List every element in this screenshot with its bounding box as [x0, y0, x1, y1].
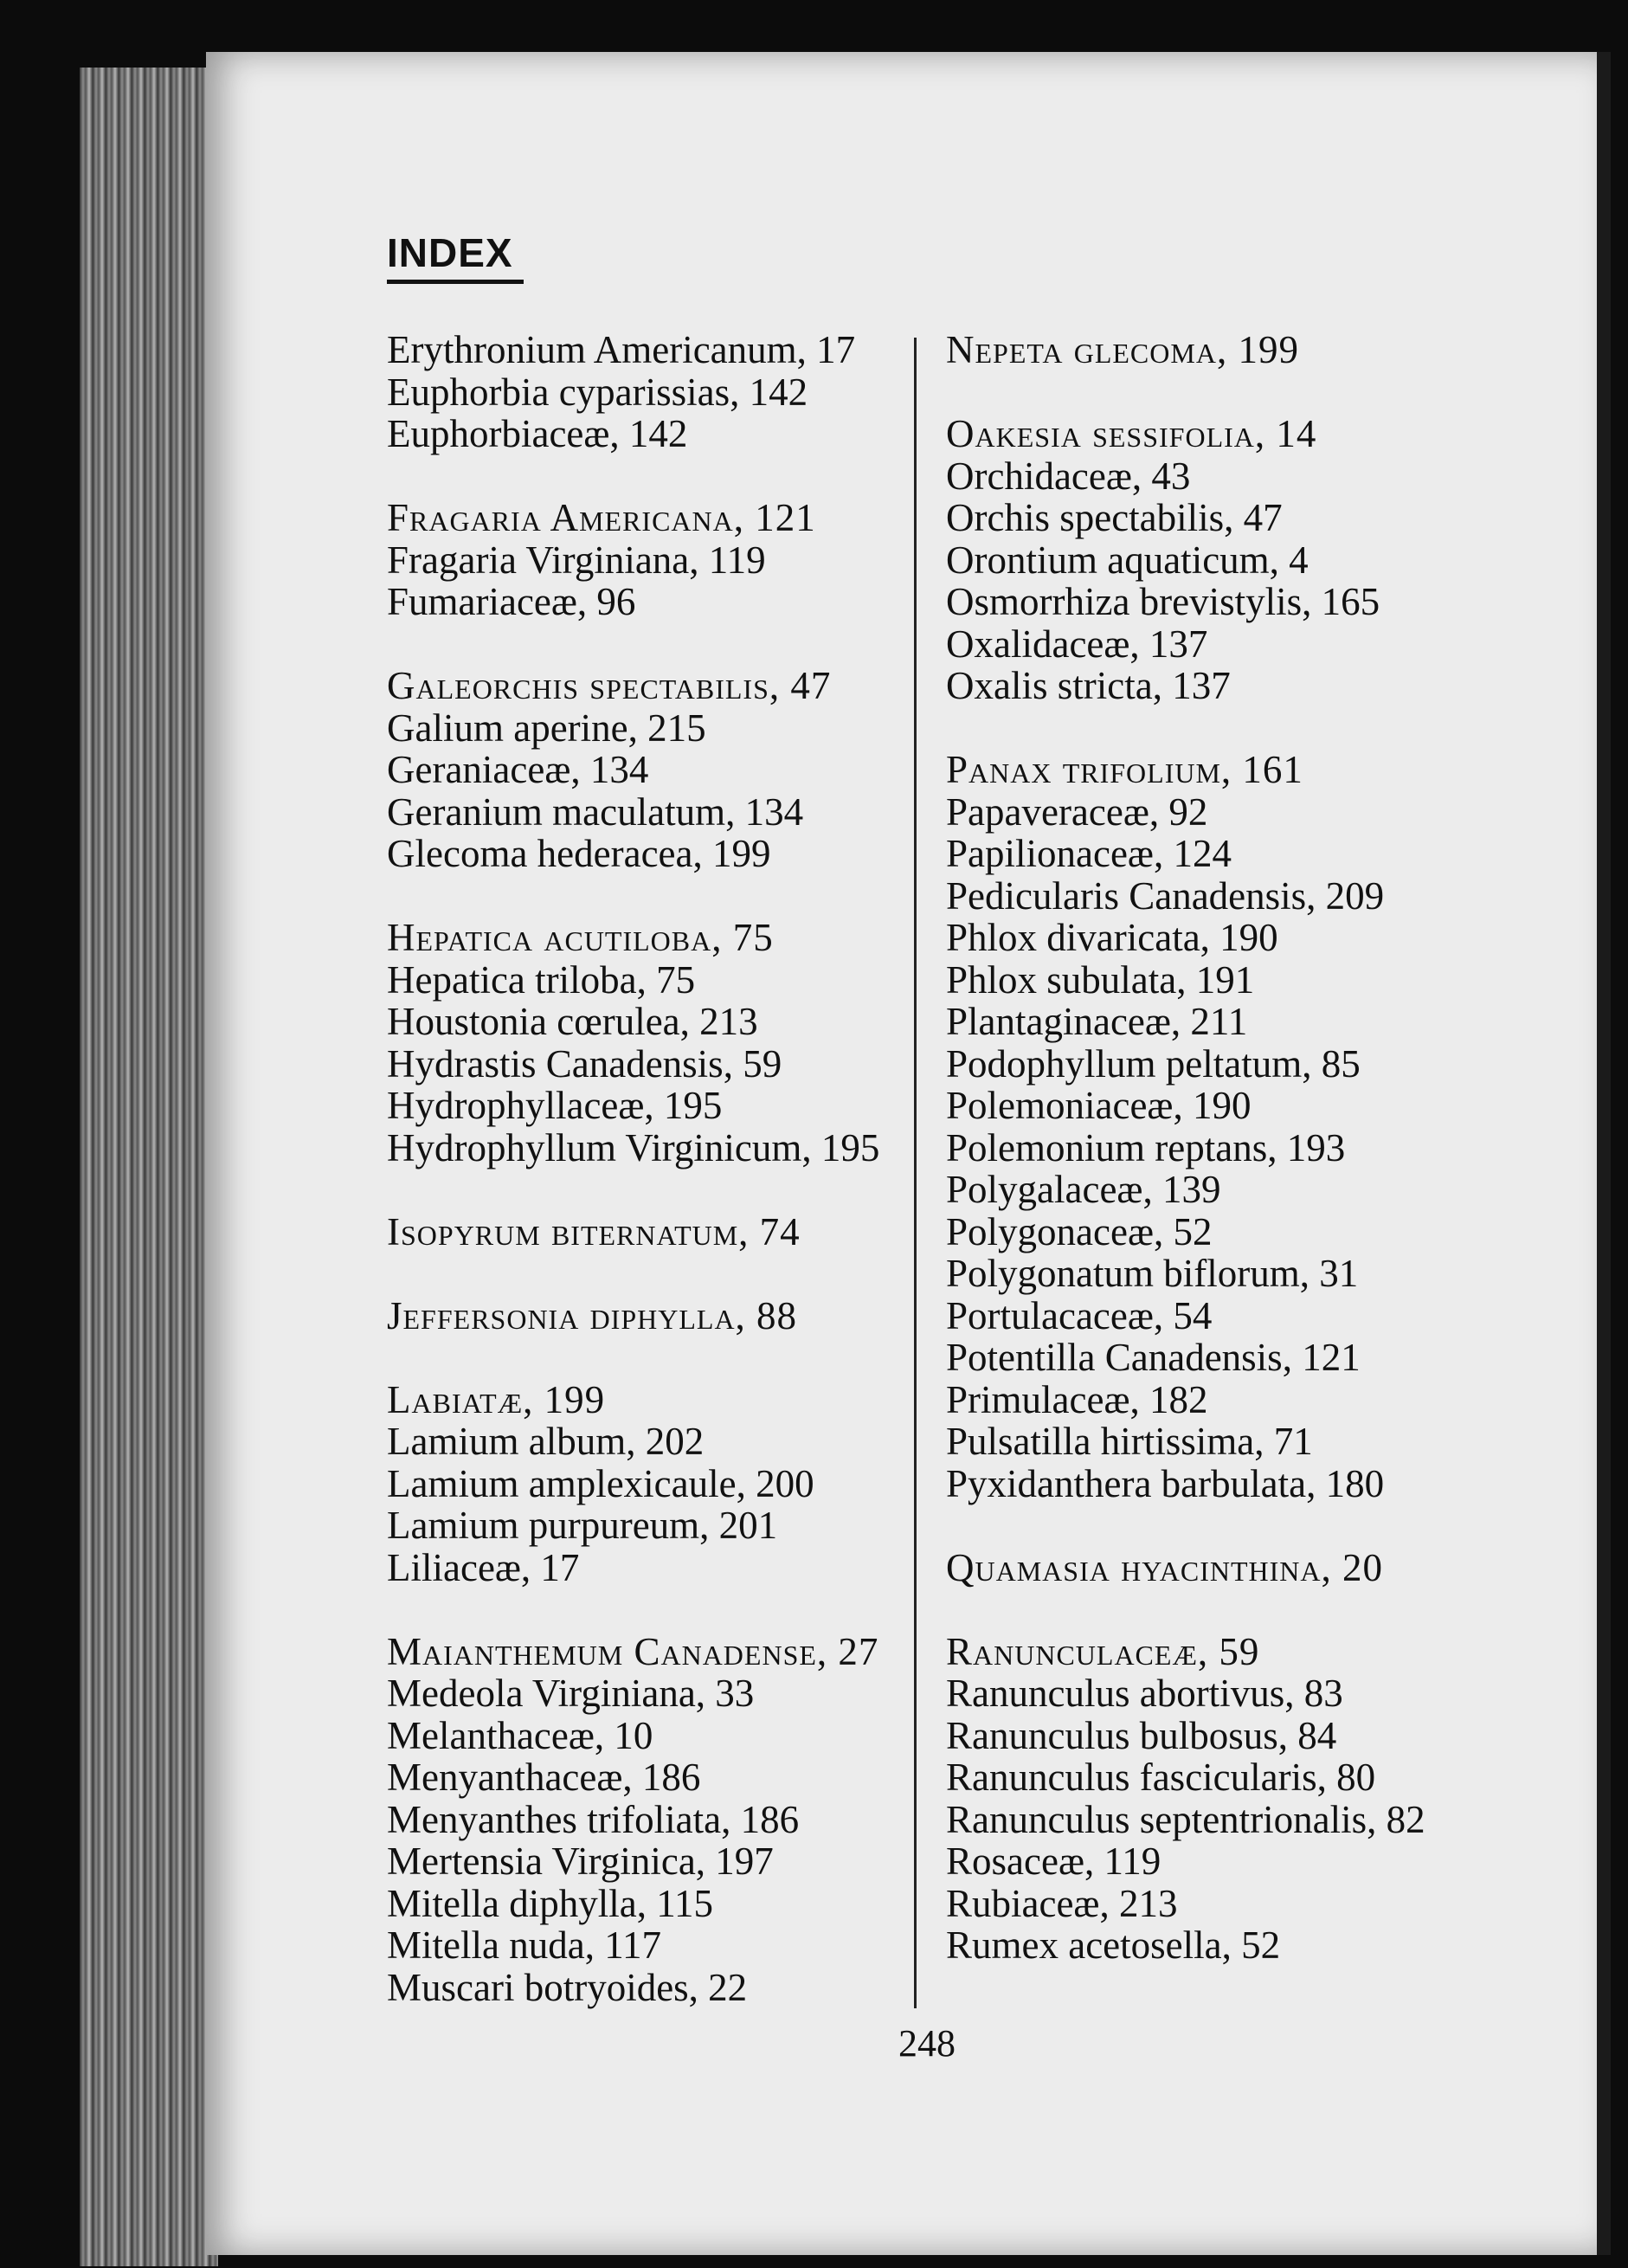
index-entry: Oakesia sessifolia, 14	[946, 412, 1317, 455]
index-entry: Phlox subulata, 191	[946, 957, 1255, 1002]
index-entry: Ranunculus abortivus, 83	[946, 1672, 1343, 1715]
index-entry: Fragaria Virginiana, 119	[387, 538, 766, 582]
index-entry: Melanthaceæ, 10	[387, 1713, 653, 1757]
index-entry: Hydrophyllaceæ, 195	[387, 1084, 723, 1127]
index-entry: Pulsatilla hirtissima, 71	[946, 1420, 1313, 1463]
page-number: 248	[898, 2022, 956, 2065]
index-entry: Orchidaceæ, 43	[946, 454, 1191, 498]
title-underline	[387, 280, 524, 284]
index-entry: Phlox divaricata, 190	[946, 916, 1278, 959]
index-entry: Polygonaceæ, 52	[946, 1209, 1213, 1253]
index-entry: Polygonatum biflorum, 31	[946, 1252, 1359, 1295]
index-entry: Ranunculus fascicularis, 80	[946, 1756, 1376, 1799]
index-entry: Lamium amplexicaule, 200	[387, 1461, 814, 1505]
index-entry: Panax trifolium, 161	[946, 748, 1303, 791]
index-entry: Mitella diphylla, 115	[387, 1881, 714, 1925]
book-right-edge	[1597, 52, 1611, 2255]
index-entry: Erythronium Americanum, 17	[387, 328, 856, 371]
index-entry: Rubiaceæ, 213	[946, 1881, 1178, 1925]
index-entry: Polygalaceæ, 139	[946, 1168, 1221, 1211]
index-entry: Potentilla Canadensis, 121	[946, 1336, 1361, 1379]
index-column-left	[387, 329, 906, 2008]
index-entry: Hepatica acutiloba, 75	[387, 916, 774, 959]
index-entry: Geranium maculatum, 134	[387, 789, 804, 834]
index-entry: Fragaria Americana, 121	[387, 496, 816, 539]
index-entry: Polemonium reptans, 193	[946, 1125, 1346, 1169]
index-entry: Lamium album, 202	[387, 1420, 705, 1463]
index-entry: Maianthemum Canadense, 27	[387, 1629, 879, 1673]
index-entry: Plantaginaceæ, 211	[946, 1000, 1248, 1043]
index-entry: Ranunculaceæ, 59	[946, 1629, 1260, 1673]
index-entry: Primulaceæ, 182	[946, 1377, 1208, 1421]
index-entry: Houstonia cœrulea, 213	[387, 1000, 758, 1043]
index-entry: Galeorchis spectabilis, 47	[387, 664, 832, 707]
column-divider	[914, 338, 917, 2008]
index-entry: Jeffersonia diphylla, 88	[387, 1293, 798, 1337]
index-entry: Pedicularis Canadensis, 209	[946, 873, 1385, 918]
index-entry: Menyanthes trifoliata, 186	[387, 1797, 800, 1841]
index-entry: Polemoniaceæ, 190	[946, 1084, 1252, 1127]
index-entry: Mertensia Virginica, 197	[387, 1840, 774, 1883]
index-entry: Galium aperine, 215	[387, 706, 706, 750]
index-entry: Mitella nuda, 117	[387, 1923, 662, 1967]
index-entry: Osmorrhiza brevistylis, 165	[946, 580, 1380, 623]
index-entry: Papaveraceæ, 92	[946, 789, 1208, 834]
index-entry: Geraniaceæ, 134	[387, 748, 649, 791]
book-page-edges	[80, 68, 218, 2266]
index-entry: Hydrophyllum Virginicum, 195	[387, 1125, 880, 1169]
index-entry: Fumariaceæ, 96	[387, 580, 636, 623]
index-entry: Portulacaceæ, 54	[946, 1293, 1213, 1337]
index-column-right	[946, 329, 1552, 1967]
index-entry: Pyxidanthera barbulata, 180	[946, 1461, 1385, 1505]
index-entry: Nepeta glecoma, 199	[946, 328, 1299, 371]
index-entry: Euphorbia cyparissias, 142	[387, 370, 808, 414]
index-entry: Ranunculus septentrionalis, 82	[946, 1797, 1425, 1841]
index-entry: Hydrastis Canadensis, 59	[387, 1041, 782, 1086]
index-entry: Hepatica triloba, 75	[387, 957, 696, 1002]
index-entry: Glecoma hederacea, 199	[387, 832, 771, 875]
index-entry: Podophyllum peltatum, 85	[946, 1041, 1361, 1086]
index-entry: Oxalis stricta, 137	[946, 664, 1231, 707]
index-entry: Rumex acetosella, 52	[946, 1923, 1281, 1967]
index-entry: Isopyrum biternatum, 74	[387, 1209, 801, 1253]
index-entry: Orchis spectabilis, 47	[946, 496, 1283, 539]
index-entry: Liliaceæ, 17	[387, 1545, 580, 1589]
index-entry: Oxalidaceæ, 137	[946, 622, 1208, 666]
index-entry: Papilionaceæ, 124	[946, 832, 1232, 875]
index-entry: Labiatæ, 199	[387, 1377, 606, 1421]
page-title: INDEX	[387, 230, 513, 275]
index-entry: Orontium aquaticum, 4	[946, 538, 1309, 582]
index-entry: Quamasia hyacinthina, 20	[946, 1545, 1384, 1589]
index-entry: Rosaceæ, 119	[946, 1840, 1161, 1883]
index-entry: Euphorbiaceæ, 142	[387, 412, 688, 455]
index-entry: Lamium purpureum, 201	[387, 1504, 778, 1547]
index-entry: Medeola Virginiana, 33	[387, 1672, 755, 1715]
index-entry: Menyanthaceæ, 186	[387, 1756, 701, 1799]
index-entry: Muscari botryoides, 22	[387, 1965, 748, 2009]
index-entry: Ranunculus bulbosus, 84	[946, 1713, 1337, 1757]
